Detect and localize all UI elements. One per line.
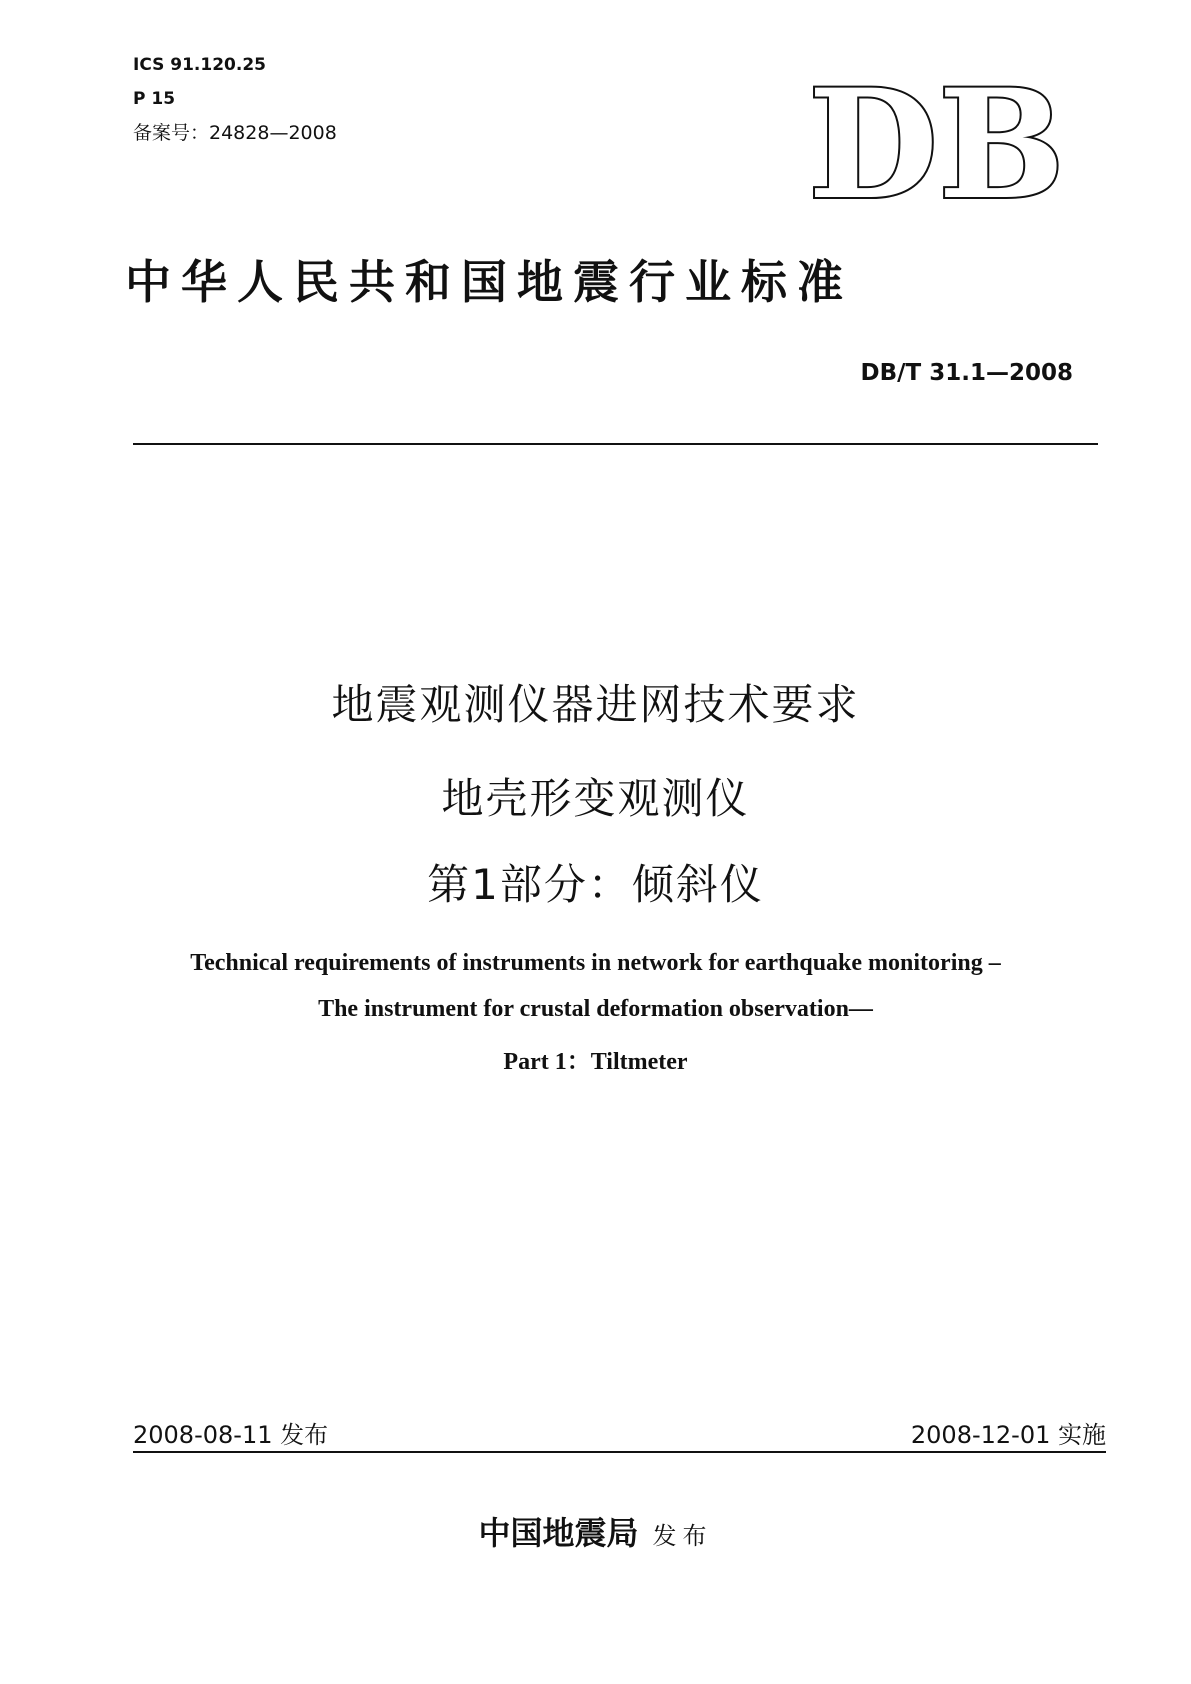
db-logo-text: DB — [808, 62, 1065, 212]
title-cn-line-2: 地壳形变观测仪 — [441, 774, 750, 823]
bottom-divider — [133, 1451, 1106, 1453]
standard-number: DB/T 31.1—2008 — [860, 360, 1073, 386]
title-cn-line-3: 第1部分：倾斜仪 — [427, 860, 764, 909]
publisher-name: 中国地震局 — [478, 1514, 639, 1552]
issue-date: 2008-08-11 发布 — [133, 1421, 329, 1449]
publisher-suffix: 发布 — [652, 1522, 713, 1550]
title-cn-line-1: 地震观测仪器进网技术要求 — [331, 680, 860, 729]
title-en-line-2: The instrument for crustal deformation observation— — [318, 996, 873, 1022]
db-logo — [808, 62, 1068, 212]
top-divider — [133, 443, 1098, 445]
title-en-line-1: Technical requirements of instruments in network for earthquake monitoring – — [190, 950, 1001, 976]
standard-category: 中华人民共和国地震行业标准 — [125, 255, 853, 309]
title-en-line-3: Part 1：Tiltmeter — [503, 1049, 688, 1075]
ics-code: ICS 91.120.25 — [133, 55, 266, 75]
publisher — [0, 1508, 1191, 1554]
record-number: 备案号：24828—2008 — [133, 122, 337, 144]
implementation-date: 2008-12-01 实施 — [910, 1421, 1106, 1449]
classification-code: P 15 — [133, 89, 176, 109]
